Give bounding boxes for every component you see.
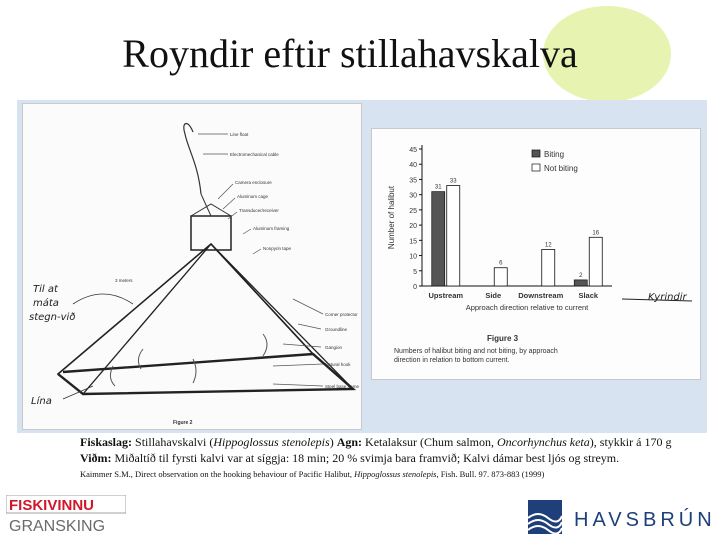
svg-text:Til at: Til at — [33, 284, 58, 295]
citation: Kaimmer S.M., Direct observation on the hooking behaviour of Pacific Halibut, Hippoglossus stenolepis, Fish. Bull. 97. 873-883 (1999) — [80, 469, 545, 479]
svg-text:Figure 2: Figure 2 — [173, 420, 193, 426]
svg-text:máta: máta — [33, 298, 59, 309]
y-tick-label: 10 — [409, 253, 417, 261]
svg-text:Groundline: Groundline — [325, 327, 348, 332]
svg-text:Steel base frame: Steel base frame — [325, 384, 360, 389]
data-label-not-biting: 16 — [592, 230, 600, 237]
y-tick-label: 15 — [409, 238, 417, 246]
svg-text:3 meters: 3 meters — [115, 278, 133, 283]
data-label-not-biting: 33 — [449, 178, 457, 185]
bar-not-biting — [447, 186, 460, 286]
cage-drawing — [23, 104, 361, 429]
fiskivinnu-gransking-logo — [6, 495, 126, 535]
svg-text:Transducer/receiver: Transducer/receiver — [239, 208, 279, 213]
logo-left-line1: FISKIVINNU — [9, 497, 95, 514]
y-tick-label: 35 — [409, 177, 417, 185]
figure-3-bar-chart — [371, 128, 701, 380]
x-axis-label: Approach direction relative to current — [465, 303, 589, 312]
bar-biting — [574, 280, 587, 286]
data-label-not-biting: 6 — [499, 260, 503, 267]
svg-text:Gangion: Gangion — [325, 345, 343, 350]
svg-text:Camera enclosure: Camera enclosure — [235, 180, 272, 185]
figure-2-cage-drawing — [22, 103, 362, 430]
slide-title: Royndir eftir stillahavskalva — [122, 31, 578, 76]
x-tick-label: Side — [485, 291, 502, 300]
svg-text:Lína: Lína — [31, 396, 52, 407]
svg-text:Electromechanical cable: Electromechanical cable — [230, 152, 279, 157]
svg-text:Natural hook: Natural hook — [325, 362, 351, 367]
handwritten-kyrindir: Kyrindir — [648, 292, 687, 303]
figure-3-caption-text: Numbers of halibut biting and not biting, by approach direction in relation to bottom current. — [394, 348, 558, 364]
logo-left-line2: GRANSKING — [9, 518, 106, 535]
svg-text:Aluminum framing: Aluminum framing — [253, 226, 290, 231]
y-tick-label: 20 — [409, 223, 417, 231]
y-tick-label: 45 — [409, 147, 417, 154]
figure-3-caption: Figure 3 — [487, 334, 519, 343]
svg-text:Nonpyrin tape: Nonpyrin tape — [263, 246, 292, 251]
slide-caption — [80, 434, 710, 482]
caption-line-1: Fiskaslag: Stillahavskalvi (Hippoglossus stenolepis) Agn: Ketalaksur (Chum salmon, Oncorhynchus keta), stykkir á 170 g — [80, 435, 672, 449]
havsbrun-logo — [518, 498, 718, 538]
bar-chart-svg — [372, 129, 700, 379]
x-tick-label: Slack — [578, 291, 599, 300]
x-tick-label: Upstream — [428, 291, 464, 300]
legend-not-biting-swatch — [532, 164, 540, 171]
y-tick-label: 30 — [409, 192, 417, 200]
caption-line-2: Viðm: Miðaltíð til fyrsti kalvi var at síggja: 18 min; 20 % svimja bara framvið; Kalvi dámar best ljós og streym. — [80, 451, 620, 465]
bar-biting — [432, 192, 445, 286]
y-axis-label: Number of halibut — [387, 185, 396, 250]
svg-text:Line float: Line float — [230, 132, 249, 137]
bar-not-biting — [542, 249, 555, 286]
bar-not-biting — [589, 237, 602, 286]
bar-not-biting — [494, 268, 507, 286]
svg-text:stegn-við: stegn-við — [29, 312, 76, 323]
y-tick-label: 5 — [413, 268, 417, 276]
x-tick-label: Downstream — [518, 291, 564, 300]
data-label-biting: 2 — [579, 272, 583, 279]
legend-biting: Biting — [544, 150, 565, 159]
y-tick-label: 40 — [409, 162, 417, 170]
legend-biting-swatch — [532, 150, 540, 157]
svg-text:Aluminum cage: Aluminum cage — [237, 194, 269, 199]
y-tick-label: 25 — [409, 207, 417, 215]
logo-right-text: HAVSBRÚN — [574, 509, 716, 531]
data-label-not-biting: 12 — [544, 242, 552, 249]
svg-text:Corner protector: Corner protector — [325, 312, 358, 317]
y-tick-label: 0 — [413, 284, 417, 291]
legend-not-biting: Not biting — [544, 164, 578, 173]
data-label-biting: 31 — [434, 184, 442, 191]
